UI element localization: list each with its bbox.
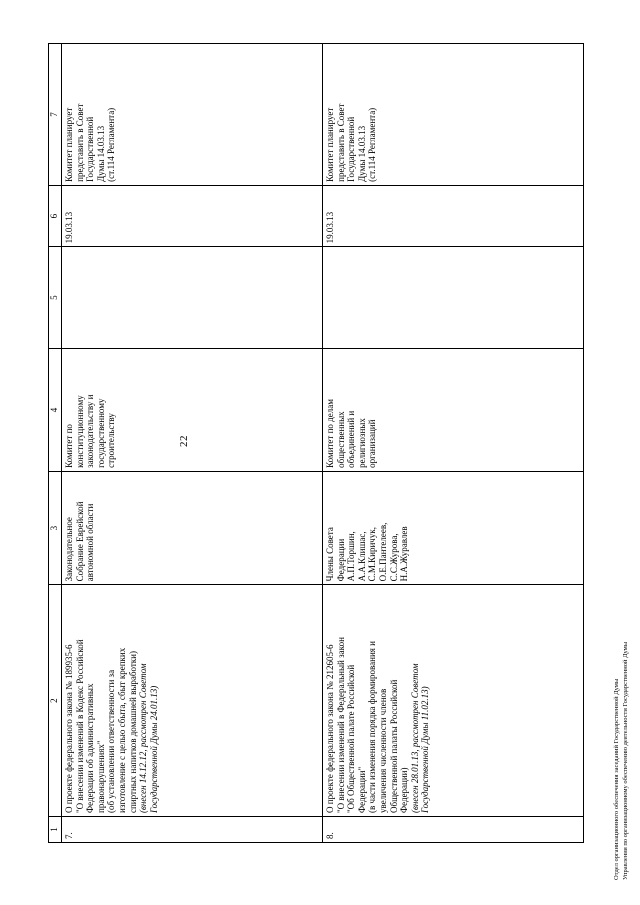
committee-line: Комитет по делам	[325, 399, 335, 468]
subject-line: О проекте федерального закона № 189935-6	[64, 644, 74, 813]
subject-line: "О внесении изменений в Кодекс Российской	[74, 639, 85, 813]
committee-line: конституционному	[74, 395, 85, 468]
row-initiator	[323, 471, 584, 584]
note-line: представить в Совет	[335, 103, 346, 182]
subject-line: Федерации)	[399, 767, 410, 813]
column-number-1: 1	[49, 817, 62, 843]
subject-line: Федерации"	[356, 766, 367, 813]
column-number-7: 7	[49, 44, 62, 186]
column-number-6: 6	[49, 185, 62, 246]
initiator-line: О.Е.Пантелеев,	[378, 522, 389, 582]
column-number-4: 4	[49, 348, 62, 471]
subject-line: Федерации об административных	[85, 683, 96, 813]
committee-line: объединений и	[346, 410, 357, 468]
subject-line: изготовление с целью сбыта, сбыт крепких	[117, 647, 128, 813]
committee-line: Комитет по	[64, 424, 74, 468]
committee-line: строительству	[106, 413, 117, 468]
table-row	[323, 44, 584, 843]
note-line: (ст.114 Регламента)	[106, 107, 117, 182]
row-column5	[62, 247, 323, 349]
initiator-line: А.П.Торшин,	[346, 531, 357, 582]
footer-line: Отдел организационного обеспечения заседаний Государственной Думы	[613, 678, 620, 880]
note-line: представить в Совет	[74, 103, 85, 182]
subject-line: спиртных напитков домашней выработки)	[127, 651, 138, 813]
table-column-numbers-row	[49, 44, 62, 843]
committee-line: государственному	[95, 398, 106, 468]
subject-line: увеличения численности членов	[378, 688, 389, 813]
row-date: 19.03.13	[62, 185, 323, 246]
column-number-2: 2	[49, 585, 62, 817]
footer-line: Управления по организационному обеспечению деятельности Государственной Думы	[622, 641, 630, 880]
row-column5	[323, 247, 584, 349]
initiator-line: Н.А.Журавлев	[399, 526, 410, 582]
initiator-line: Федерации	[335, 538, 346, 582]
subject-line: Общественной палаты Российской	[388, 679, 399, 813]
note-line: Комитет планирует	[64, 107, 74, 182]
agenda-table	[48, 43, 584, 843]
row-note	[323, 44, 584, 186]
note-line: Комитет планирует	[325, 107, 335, 182]
subject-line: (в части изменения порядка формирования и	[367, 641, 378, 813]
initiator-line: С.М.Киричук,	[367, 527, 378, 582]
row-date: 19.03.13	[323, 185, 584, 246]
initiator-line: Законодательное	[64, 517, 74, 582]
committee-line: религиозных	[356, 418, 367, 468]
subject-line: правонарушениях"	[95, 740, 106, 813]
subject-line: "О внесении изменений в Федеральный закон	[335, 637, 346, 813]
row-note	[62, 44, 323, 186]
row-subject	[62, 585, 323, 817]
initiator-line: автономной области	[85, 503, 96, 582]
initiator-line: С.С.Журова,	[388, 533, 399, 582]
row-initiator	[62, 471, 323, 584]
note-line: Государственной	[85, 116, 96, 182]
subject-line: (об установлении ответственности за	[106, 669, 117, 813]
note-line: Думы 14.03.13	[356, 125, 367, 182]
committee-line: организаций	[367, 419, 378, 468]
subject-line: О проекте федерального закона № 212605-6	[325, 644, 335, 813]
committee-line: законодательству и	[85, 394, 96, 468]
row-number: 8.	[323, 817, 584, 843]
note-line: Государственной	[346, 116, 357, 182]
committee-line: общественных	[335, 411, 346, 468]
row-committee	[323, 348, 584, 471]
page-number: 22	[178, 435, 190, 447]
initiator-line: А.А.Клишас,	[356, 531, 367, 582]
note-line: Думы 14.03.13	[95, 125, 106, 182]
column-number-3: 3	[49, 471, 62, 584]
page-footer	[612, 642, 631, 880]
subject-line: "Об Общественной палате Российской	[346, 664, 357, 813]
subject-note-line: (внесен 28.01.13, рассмотрен Советом	[409, 663, 420, 813]
row-subject	[323, 585, 584, 817]
initiator-line: Собрание Еврейской	[74, 501, 85, 582]
row-number: 7.	[62, 817, 323, 843]
row-committee	[62, 348, 323, 471]
subject-note-line: Государственной Думы 24.01.13)	[148, 685, 159, 813]
table-row	[62, 44, 323, 843]
column-number-5: 5	[49, 247, 62, 349]
subject-note-line: Государственной Думы 11.02.13)	[420, 686, 431, 813]
agenda-table-container	[48, 43, 578, 843]
subject-note-line: (внесен 14.12.12, рассмотрен Советом	[138, 663, 149, 813]
note-line: (ст.114 Регламента)	[367, 107, 378, 182]
initiator-line: Члены Совета	[325, 527, 335, 582]
